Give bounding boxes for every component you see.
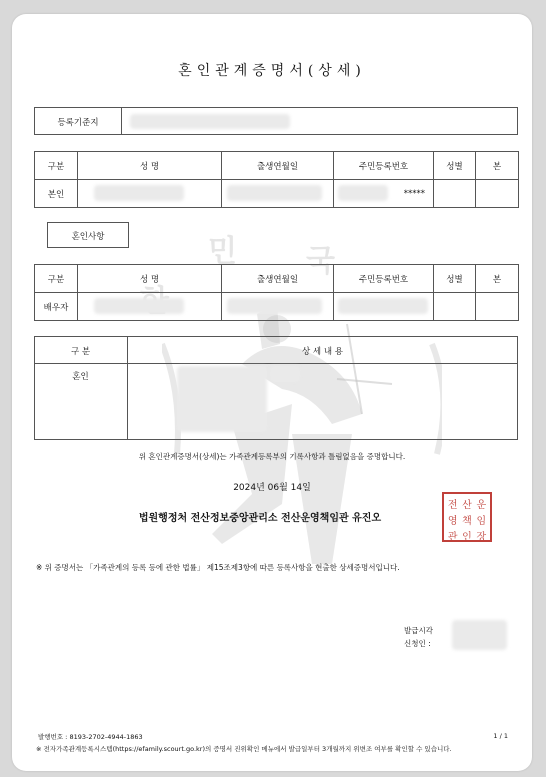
header-cell: 성 명 xyxy=(78,152,222,180)
header-cell: 구분 xyxy=(35,265,78,293)
row-label: 배우자 xyxy=(35,293,78,321)
redacted-birth xyxy=(227,185,322,201)
spouse-header-row xyxy=(35,265,519,293)
origin-cell xyxy=(476,180,519,208)
header-cell: 출생연월일 xyxy=(222,265,334,293)
header-cell: 구분 xyxy=(35,152,78,180)
gender-cell xyxy=(434,293,476,321)
footer-text: ※ 전자가족관계등록시스템(https://efamily.scourt.go.kr)의 증명서 진위확인 메뉴에서 발급일부터 3개월까지 위변조 여부를 확인할 수 있습니다. xyxy=(36,745,452,753)
detail-header-content: 상 세 내 용 xyxy=(302,347,343,357)
redacted-name xyxy=(94,185,184,201)
page-indicator: 1 / 1 xyxy=(493,732,508,740)
document-title: 혼인관계증명서(상세) xyxy=(178,63,366,79)
seal-char: 인 xyxy=(462,532,472,543)
seal-char: 전 xyxy=(447,500,458,511)
header-cell: 본 xyxy=(476,265,519,293)
header-cell: 주민등록번호 xyxy=(334,152,434,180)
redacted-detail-content xyxy=(270,366,300,382)
person-header-row xyxy=(35,152,519,180)
origin-cell xyxy=(476,293,519,321)
redacted-spouse-birth xyxy=(227,298,322,314)
watermark-char: 민 xyxy=(208,234,237,269)
issue-number: 발행번호 : 8193-2702-4944-1863 xyxy=(38,733,143,741)
redacted-applicant xyxy=(452,620,507,650)
seal-char: 영 xyxy=(447,516,458,527)
gender-cell xyxy=(434,180,476,208)
seal-char: 임 xyxy=(476,516,487,527)
watermark-char: 국 xyxy=(306,244,335,279)
header-cell: 출생연월일 xyxy=(222,152,334,180)
marriage-section-label: 혼인사항 xyxy=(71,232,105,242)
seal-char: 책 xyxy=(462,516,472,527)
issuance-place-label: 발급시각 xyxy=(404,626,433,635)
header-cell: 성 명 xyxy=(78,265,222,293)
header-cell: 성별 xyxy=(434,265,476,293)
notice-text: ※ 위 증명서는 「가족관계의 등록 등에 관한 법률」 제15조제3항에 따른 등록사항을 현출한 상세증명서입니다. xyxy=(36,563,400,572)
seal-char: 운 xyxy=(476,500,487,511)
header-cell: 본 xyxy=(476,152,519,180)
rrn-mask: ***** xyxy=(403,188,425,199)
redacted-registry xyxy=(130,114,290,129)
seal-char: 장 xyxy=(476,532,487,543)
detail-header-divider xyxy=(34,363,518,364)
detail-row-label: 혼인 xyxy=(72,372,89,382)
seal-char: 관 xyxy=(447,532,458,543)
certification-text: 위 혼인관계증명서(상세)는 가족관계등록부의 기록사항과 틀림없음을 증명합니다. xyxy=(138,452,406,461)
detail-header-category: 구 분 xyxy=(70,347,91,357)
redacted-rrn xyxy=(338,185,388,201)
issue-date: 2024년 06월 14일 xyxy=(233,483,311,493)
redacted-detail-content xyxy=(177,366,267,432)
header-cell: 주민등록번호 xyxy=(334,265,434,293)
certificate-sheet xyxy=(12,14,532,771)
applicant-label: 신청인 : xyxy=(404,639,431,648)
header-cell: 성별 xyxy=(434,152,476,180)
row-label: 본인 xyxy=(35,180,78,208)
official-seal xyxy=(442,492,492,542)
registry-label: 등록기준지 xyxy=(57,118,99,128)
redacted-spouse-name xyxy=(94,298,184,314)
seal-char: 산 xyxy=(462,500,472,511)
issuer-name: 법원행정처 전산정보중앙관리소 전산운영책임관 유진오 xyxy=(138,513,382,524)
redacted-spouse-rrn xyxy=(338,298,428,314)
